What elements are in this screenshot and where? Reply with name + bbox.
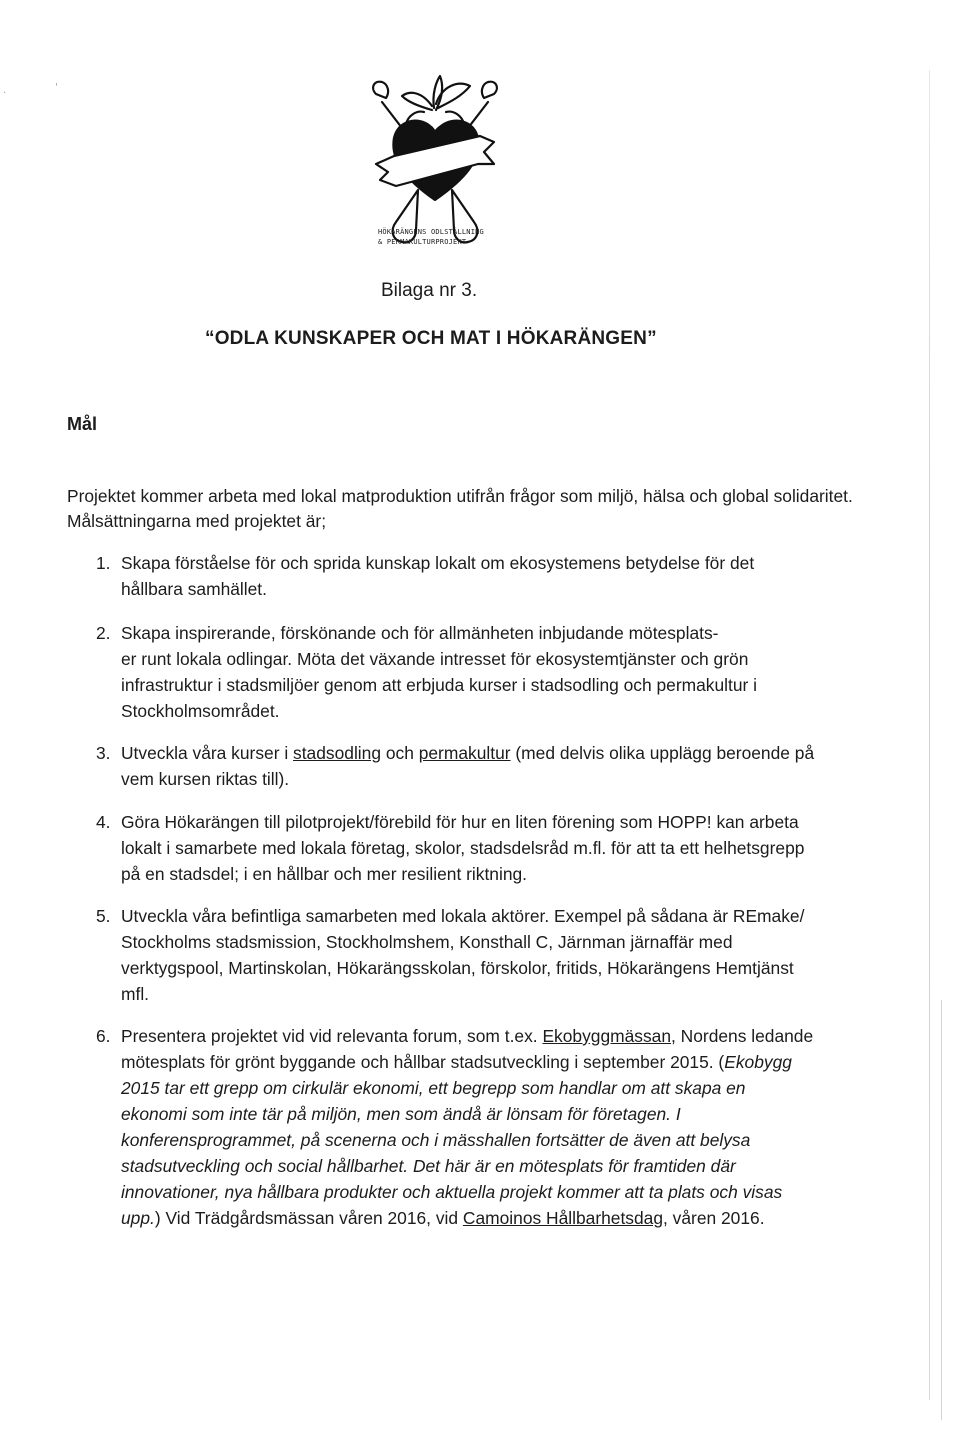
goal-number: 3. xyxy=(96,743,111,763)
goal-number: 1. xyxy=(96,553,111,573)
goal-number: 4. xyxy=(96,812,111,832)
goal-text-part: , Nordens ledande mötesplats för grönt byggande och hållbar stadsutveckling i september 2015. ( xyxy=(121,1026,814,1072)
hopp-heart-shovels-icon xyxy=(366,72,504,250)
goal-item xyxy=(96,809,816,887)
goal-text-part: ) Vid Trädgårdsmässan våren 2016, vid xyxy=(154,1208,463,1228)
scan-edge-line xyxy=(929,70,930,1400)
logo-caption-line: & PERMAKULTURPROJEKT xyxy=(378,238,467,246)
goal-item xyxy=(96,620,816,724)
ekobyggmassan-link[interactable]: Ekobyggmässan xyxy=(542,1026,672,1046)
hopp-logo xyxy=(366,72,504,250)
goal-number: 6. xyxy=(96,1026,111,1046)
goal-text-part: (med delvis olika upplägg beroende på vem kursen riktas till). xyxy=(121,743,815,789)
section-heading: Mål xyxy=(67,414,98,434)
goal-number: 2. xyxy=(96,623,111,643)
goal-text xyxy=(121,740,816,792)
goal-text: Skapa förståelse för och sprida kunskap lokalt om ekosystemens betydelse för det hållbara samhället. xyxy=(121,553,755,599)
goal-text-part: Presentera projektet vid vid relevanta forum, som t.ex. xyxy=(121,1026,543,1046)
permakultur-link[interactable]: permakultur xyxy=(418,743,511,763)
goal-text-part: Utveckla våra kurser i xyxy=(121,743,294,763)
stadsodling-link[interactable]: stadsodling xyxy=(293,743,382,763)
goal-text: Utveckla våra befintliga samarbeten med lokala aktörer. Exempel på sådana är REmake/ Stockholms stadsmission, Stockholmshem, Konsthall C, Järnman järnaffär med verktygspool, Martinskolan, Hökarängsskolan, förskolor, fritids, Hökarängens Hemtjänst mfl. xyxy=(121,906,805,1004)
goal-text xyxy=(121,1023,816,1231)
goal-item xyxy=(96,740,816,792)
goal-italic-text: Ekobygg 2015 tar ett grepp om cirkulär ekonomi, ett begrepp som handlar om att skapa en ekonomi som inte tär på miljön, men som ändå är lönsam för företagen. I konferensprogrammet, på scenerna och i mässhallen fortsätter de även att belysa stadsutveckling och social hållbarhet. Det här är en mötesplats för framtiden där innovationer, nya hållbara produkter och aktuella projekt kommer att ta plats och visas upp. xyxy=(121,1052,792,1228)
scan-speck: ' xyxy=(55,82,58,93)
goal-text-cont: er runt lokala odlingar. Möta det växande intresset för ekosystemtjänster och grön infrastruktur i stadsmiljöer genom att erbjuda kurser i stadsodling och permakultur i Stockholmsområdet. xyxy=(121,649,758,721)
goal-item xyxy=(96,1023,816,1231)
goal-text: Göra Hökarängen till pilotprojekt/förebild för hur en liten förening som HOPP! kan arbeta lokalt i samarbete med lokala företag, skolor, stadsdelsråd m.fl. för att ta ett helhetsgrepp på en stadsdel; i en hållbar och mer resilient riktning. xyxy=(121,812,805,884)
intro-paragraph: Projektet kommer arbeta med lokal matproduktion utifrån frågor som miljö, hälsa och global solidaritet. Målsättningarna med projektet är; xyxy=(67,486,853,531)
logo-caption-line: HÖKARÄNGENS ODLSTÄLLNING xyxy=(378,228,484,236)
camoinos-link[interactable]: Camoinos Hållbarhetsdag xyxy=(462,1208,664,1228)
goal-text-part: och xyxy=(381,743,419,763)
goal-item xyxy=(96,903,816,1007)
goal-text-line: Skapa inspirerande, förskönande och för allmänheten inbjudande mötesplats- xyxy=(121,623,719,643)
goal-text-part: , våren 2016. xyxy=(663,1208,765,1228)
scan-speck: · xyxy=(3,88,7,99)
logo-caption xyxy=(378,227,502,247)
goal-text xyxy=(121,620,816,724)
scan-edge-line xyxy=(941,1000,942,1420)
goal-number: 5. xyxy=(96,906,111,926)
annex-label: Bilaga nr 3. xyxy=(381,280,478,301)
goal-item xyxy=(96,550,816,602)
document-title: “ODLA KUNSKAPER OCH MAT I HÖKARÄNGEN” xyxy=(205,328,657,349)
